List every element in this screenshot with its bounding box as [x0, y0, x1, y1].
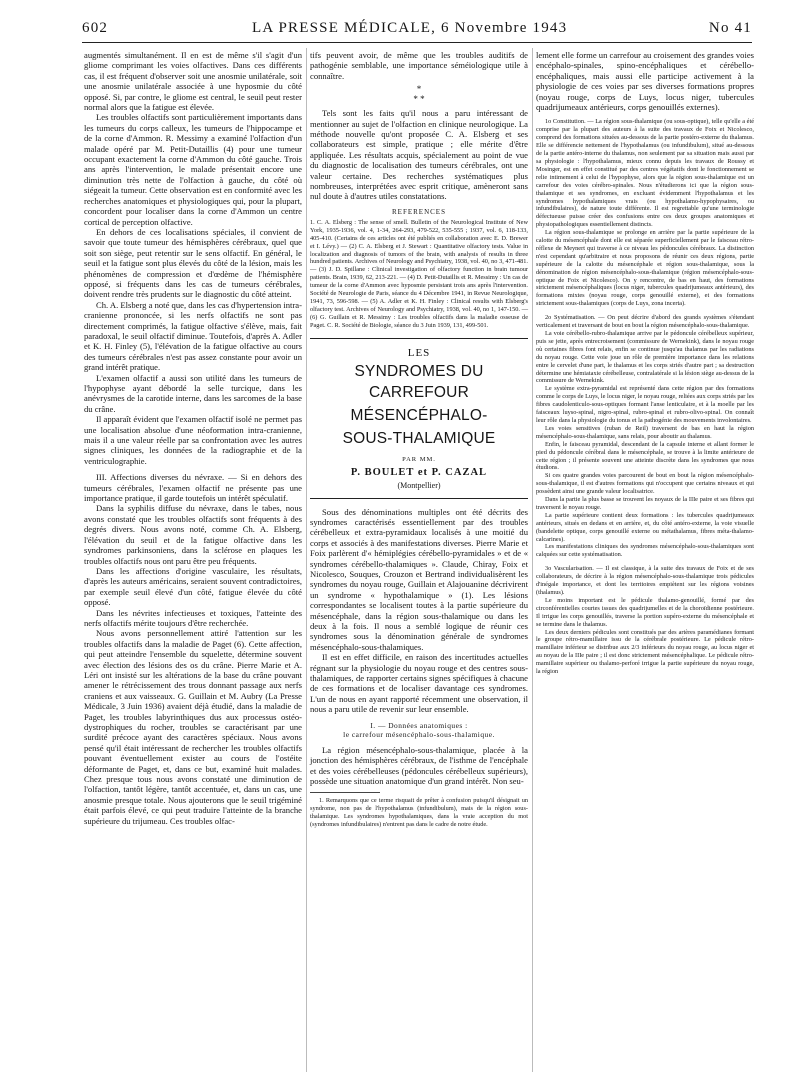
article-title-line: SOUS-THALAMIQUE — [342, 429, 496, 447]
section-break-stars: * * * — [413, 84, 425, 105]
paragraph-small: Le système extra-pyramidal est représenté dans cette région par des formations comme le corps de Luys, le locus niger, le noyau rouge, reliées aux corps striés par les fibres caudolenticulo-sous-optiques formant l'anse lenticulaire, et à la moelle par les faisceaux luyso-spinal, nigro-spinal, rubro-spinal et rubro-olivo-spinal. On connaît leur rôle dans la physiologie du tonus et la pathogénie des mouvements involontaires. — [536, 385, 754, 424]
paragraph: La région mésencéphalo-sous-thalamique, placée à la jonction des hémisphères cérébraux, de l'isthme de l'encéphale et des voies cérébelleuses (pédoncules cérébelleux supérieurs), possède une situation anatomique d'un grand intérêt. Non seu- — [310, 744, 528, 786]
page-number: 602 — [82, 20, 109, 36]
paragraph: lement elle forme un carrefour au croisement des grandes voies encéphalo-spinales, spino-encéphaliques et cérébello-encéphaliques, mais aussi elle participe activement à la physiologie de ces voies par ses diverses formations propres (noyau rouge, corps de Luys, locus niger, tubercules quadrijumeaux antérieurs, corps genouillés externes). — [536, 50, 754, 113]
paragraph: augmentés simultanément. Il en est de même s'il s'agit d'un gliome comprimant les voies olfactives. Dans ces différents cas, il est fréquent d'observer soit une anosmie unilatérale, soit une anosmie unilatérale associée à une hyposmie du côté opposé. Si, par contre, le gliome est central, le seuil peut rester normal alors que la fatigue est élevée. — [84, 50, 302, 113]
paragraph-small: 1o Constitution. — La région sous-thalamique (ou sous-optique), telle qu'elle a été comprise par la plupart des auteurs à la suite des travaux de Foix et Nicolesco, comprend des formations situées au-dessous de la partie postéro-externe du thalamus. Elle se différencie nettement de l'hypothalamus (ou infundibulum), situé au-dessous de la partie antéro-interne du thalamus, non seulement par sa situation mais aussi par sa physiologie : l'hypothalamus, mieux connu depuis les travaux de Roussy et Mosinger, est en effet constitué par des centres végétatifs dont le fonctionnement se relie intimement à celui de l'hypophyse, alors que la région sous-thalamique est un carrefour des voies cérébro-spinales. Nous n'étudierons ici que la région sous-thalamique et ses syndromes, en excluant évidemment l'hypothalamus et les syndromes hypothalamiques vrais (ou hypothalamo-hypophysaires, ou infundibulaires), de nature toute différente. Il est regrettable qu'une terminologie défectueuse puisse créer des confusions entre ces deux groupes anatomiques et physiopathologiques essentiellement distincts. — [536, 118, 754, 229]
paragraph: Nous avons personnellement attiré l'attention sur les troubles olfactifs dans la maladie de Paget (6). Cette affection, qui peut atteindre l'ensemble du squelette, détermine souvent avec élection des lésions des os du crâne. Pierre Marie et A. Léri ont insisté sur les altérations de la base du crâne pouvant amener le rétrécissement des trous donnant passage aux nerfs craniens et aux vaisseaux. G. Guillain et M. Aubry (La Presse Médicale, 3 Juin 1936) avaient déjà étudié, dans la maladie de Paget, les troubles labyrinthiques dus aux processus ostéo-dystrophiques du rocher, troubles se caractérisant par une surdité précoce ayant des caractères spéciaux. Nous avons pensé qu'il était intéressant de rechercher les troubles olfactifs pouvant éventuellement exister au cours de l'ostéite déformante de Paget, et, dans ce but, examiné huit malades. Chez presque tous nous avons constaté une diminution de l'olfaction, tantôt légère, tantôt accentuée, et, dans un cas, une anosmie presque totale. Nous ajouterons que le seuil trigéminé était parfois élevé, ce qui peut traduire l'atteinte de la branche supérieure du trijumeau. Ces troubles olfac- — [84, 628, 302, 826]
paragraph: Il est en effet difficile, en raison des incertitudes actuelles régnant sur la physiologie du noyau rouge et des centres sous-thalamiques, de rapporter certains signes spécifiques à chacune de ces formations et de localiser davantage ces syndromes. L'un de nous en ayant rapporté récemment une observation, il nous a paru utile de revenir sur leur ensemble. — [310, 652, 528, 715]
article-title-prefix: LES — [407, 346, 431, 359]
column-divider — [306, 48, 307, 1072]
paragraph-small: 2o Systématisation. — On peut décrire d'abord des grands systèmes s'étendant verticalement et traversant de bout en bout la région mésencéphalo-sous-thalamique. — [536, 314, 754, 330]
paragraph-small: Si ces quatre grandes voies parcourent de bout en bout la région mésencéphalo-sous-thalamique, il est d'autres formations qui n'occupent que certains niveaux et qui possèdent ainsi une grande valeur localisatrice. — [536, 472, 754, 496]
paragraph-small: 3o Vascularisation. — Il est classique, à la suite des travaux de Foix et de ses collaborateurs, de décrire à la région mésencéphalo-sous-thalamique trois pédicules d'inégale importance, et dont les territoires empiètent sur les régions voisines (thalamus). — [536, 565, 754, 596]
paragraph: Tels sont les faits qu'il nous a paru intéressant de mentionner au sujet de l'olfaction en clinique neurologique. La méthode nouvelle qu'ont proposée C. A. Elsberg et ses collaborateurs est simple, pratique ; elle mérite d'être appliquée. Les résultats acquis, spécialement au point de vue du diagnostic de localisation des tumeurs cérébrales, ont une valeur certaine. Des recherches systématiques plus nombreuses, interprétées avec esprit critique, amèneront sans nul doute à d'autres utiles constatations. — [310, 108, 528, 202]
header-rule — [82, 42, 752, 43]
footnote-rule — [310, 792, 380, 793]
journal-title-date: LA PRESSE MÉDICALE, 6 Novembre 1943 — [252, 20, 568, 36]
column-divider — [532, 48, 533, 1072]
article-title-block — [310, 338, 528, 499]
paragraph-small: Les manifestations cliniques des syndromes mésencéphalo-sous-thalamiques sont calquées sur cette systématisation. — [536, 543, 754, 559]
issue-number: No 41 — [708, 20, 752, 36]
page-header — [82, 20, 752, 40]
paragraph-small: Enfin, le faisceau pyramidal, descendant de la capsule interne et allant former le pied du pédoncule cérébral dans le mésencéphale, se trouve à la limite antérieure de cette région ; il présente souvent une atteinte discrète dans les syndromes que nous étudions. — [536, 440, 754, 472]
paragraph-small: Le moins important est le pédicule thalamo-genouillé, formé par des circonférentielles courtes issues des quadrijumelles et de la choroïdienne postérieure. Il irrigue les corps genouillés, traverse la portion supéro-externe du mésencéphale et se termine dans le thalamus. — [536, 596, 754, 628]
references-list: 1. C. A. Elsberg : The sense of smell. Bulletin of the Neurological Institute of New York, 1935-1936, vol. 4, 1-34, 264-293, 479-522, 535-555 ; 1937, vol. 6, 118-133, 405-410. (Certains de ces articles ont été publiés en collaboration avec E. D. Brewer et I. Lévy.) — (2) C. A. Elsberg et J. Stewart : Quantitative olfactory tests. Value in localization and diagnosis of tumors of the brain, with analysis of results in three hundred patients. Archives of Neurology and Psychiatry, 1938, vol. 40, no 3, 471-481. — (3) J. D. Spillane : Clinical investigation of olfactory function in brain tumour patients. Brain, 1939, 62, 213-221. — (4) D. Petit-Dutaillis et R. Messimy : Un cas de tumeur de la corne d'Ammon avec hyposmie persistant trois ans après l'intervention. Société de Neurologie de Paris, séance du 4 Décembre 1941, in Revue Neurologique, 1941, 73, 596-598. — (5) A. Adler et K. H. Finley : Clinical results with Elsberg's olfactory test. Archives of Neurology and Psychiatry, 1938, vol. 40, no 1, 147-150. — (6) G. Guillain et R. Messimy : Les troubles olfactifs dans la maladie osseuse de Paget. C. R. Société de Biologie, séance du 3 Juin 1939, 131, 499-501. — [310, 218, 528, 329]
paragraph: L'examen olfactif a aussi son utilité dans les tumeurs de l'hypophyse ayant débordé la selle turcique, dans les anévrysmes de la carotide interne, dans les sarcomes de la base du crâne. — [84, 372, 302, 414]
paragraph: Ch. A. Elsberg a noté que, dans les cas d'hypertension intra-cranienne prononcée, si les nerfs olfactifs ne sont pas directement comprimés, la fatigue olfactive s'élève, mais, fait paradoxal, le seuil olfactif diminue. Toutefois, d'après A. Adler et K. H. Finley (5), l'élévation de la fatigue olfactive au cours des tumeurs cérébrales n'est pas assez constante pour avoir un grand intérêt pratique. — [84, 299, 302, 373]
paragraph: Les troubles olfactifs sont particulièrement importants dans les tumeurs du corps calleux, les tumeurs de l'hippocampe et de la corne d'Ammon. R. Messimy a examiné l'olfaction d'un malade opéré par M. Petit-Dutaillis (4) pour une tumeur occupant exactement la corne d'Ammon du côté gauche. Trois ans après l'intervention, le malade présentait encore une diminution très nette de l'olfaction à gauche, du côté où siégeait la tumeur. Cette observation est en conformité avec les recherches anatomiques et physiologiques qui, pour la plupart, concordent pour localiser dans la corne d'Ammon un centre cortical de perception olfactive. — [84, 112, 302, 227]
paragraph: Il apparaît évident que l'examen olfactif isolé ne permet pas une localisation absolue d'une néoformation intra-cranienne, mais il a une valeur réelle par sa confrontation avec les autres signes cliniques, les données de la radiographie et de la ventriculographie. — [84, 414, 302, 466]
column-right — [536, 50, 754, 676]
section-heading: I. — Données anatomiques : le carrefour mésencéphalo-sous-thalamique. — [343, 720, 495, 740]
article-title-line: SYNDROMES DU CARREFOUR — [354, 362, 484, 401]
paragraph: Sous des dénominations multiples ont été décrits des syndromes caractérisés essentiellement par des troubles cérébelleux et extra-pyramidaux localisés à une moitié du corps et associés à des manifestations diverses. Pierre Marie et Foix parlèrent d'« hémiplégies cérébello-pyramidales » et de « syndromes cérébello-thalamiques ». Claude, Chiray, Foix et Nicolesco, Souques, Crouzon et Bertrand individualisèrent les syndromes du noyau rouge, Guillain et Alajouanine décrivirent un syndrome « hypothalamique » (1). Les lésions correspondantes se localisent toutes à la partie supérieure du mésencéphale, dans la région sous-thalamique ou dans les deux à la fois. Il nous a semblé logique de réunir ces syndromes sous la dénomination générale de syndromes mésencéphalo-sous-thalamiques. — [310, 506, 528, 652]
column-left — [84, 50, 302, 826]
paragraph-small: Les voies sensitives (ruban de Reil) traversent de bas en haut la région mésencéphalo-sous-thalamique, sans relais, pour aboutir au thalamus. — [536, 424, 754, 440]
column-middle — [310, 50, 528, 829]
references-heading: REFERENCES — [392, 207, 446, 216]
paragraph-small: Les deux derniers pédicules sont constitués par des artères paramédianes formant le groupe rétro-mamillaire issu de la cérébrale postérieure. Le pédicule rétro-mamillaire inférieur se distribue aux 2/3 inférieurs du noyau rouge, au locus niger et au noyau de la IIIe paire ; il est donc strictement mésencéphalique. Le pédicule rétro-mamillaire supérieur ou thalamo-perforé irrigue la partie supérieure du noyau rouge, la région — [536, 628, 754, 676]
paragraph-small: Dans la partie la plus basse se trouvent les noyaux de la IIIe paire et ses fibres qui traversent le noyau rouge. — [536, 496, 754, 511]
section-paragraph: III. Affections diverses du névraxe. — Si en dehors des tumeurs cérébrales, l'examen olfactif ne présente pas une importance pratique, il garde toutefois un intérêt spéculatif. — [84, 472, 302, 504]
paragraph: Dans les névrites infectieuses et toxiques, l'atteinte des nerfs olfactifs mérite toujours d'être recherchée. — [84, 607, 302, 628]
paragraph-small: La région sous-thalamique se prolonge en arrière par la partie supérieure de la calotte du mésencéphale dont elle est séparée superficiellement par le faisceau rétro-réflexe de Meynert qui traverse à ce niveau les pédoncules cérébraux. La distinction n'est cependant qu'arbitraire et nous proposons de réunir ces deux régions, partie supérieure de la calotte du mésencéphale et région sous-thalamique, sous la dénomination de région mésencéphalo-sous-thalamique (région mésencéphalo-sous-optique de Foix et Nicolesco). On y rencontre, de bas en haut, des formations strictement mésencéphaliques (locus niger, tubercules quadrijumeaux antérieurs), des formations mixtes (noyau rouge, corps genouillé externe), et des formations strictement sous-thalamiques (corps de Luys, zona incerta). — [536, 229, 754, 308]
paragraph-small: La voie cérébello-rubro-thalamique arrive par le pédoncule cérébelleux supérieur, puis se jette, après entrecroisement (commissure de Wernekink), dans le noyau rouge où certaines fibres font relais, enfin se continue jusqu'au thalamus par les radiations du noyau rouge. Cette voie joue un rôle de première importance dans les relations entre le cervelet d'une part, le thalamus et les corps striés d'autre part ; sa destruction détermine une hémiataxie cérébelleuse, contralatérale si la lésion siège au-dessus de la commissure de Wernekink. — [536, 330, 754, 385]
article-authors: P. BOULET et P. CAZAL — [350, 466, 488, 478]
paragraph: En dehors de ces localisations spéciales, il convient de savoir que toute tumeur des hémisphères cérébraux, quel que soit son siège, peut retentir sur le sens olfactif. En général, le seuil et la fatigue sont plus élevés du côté de la lésion, mais les phénomènes de compression et d'œdème de l'hémisphère opposé, si fréquents dans les cas de tumeurs cérébrales, doivent rendre très prudents sur le diagnostic du côté atteint. — [84, 226, 302, 300]
paragraph: Dans les affections d'origine vasculaire, les résultats, d'après les auteurs américains, seraient souvent contradictoires, par exemple seuil élevé d'un côté, fatigue élevée du côté opposé. — [84, 565, 302, 608]
article-title-line: MÉSENCÉPHALO- — [350, 406, 488, 424]
paragraph: tifs peuvent avoir, de même que les troubles auditifs de pathogénie semblable, une importance séméiologique utile à connaître. — [310, 50, 528, 81]
author-affiliation: (Montpellier) — [397, 480, 441, 490]
footnote: 1. Remarquons que ce terme risquait de prêter à confusion puisqu'il désignait un syndrome, non pas de l'hypothalamus (infundibulum), mais de la région sous-thalamique. Les syndromes hypothalamiques, dans la vraie acception du mot (syndromes infundibulaires) n'entrent pas dans le cadre de notre étude. — [310, 797, 528, 829]
paragraph-small: La partie supérieure contient deux formations : les tubercules quadrijumeaux antérieurs, situés en dedans et en arrière, et, du côté antéro-externe, la voie visuelle (bandelette optique, corps genouillé externe ou métathalamus, fibres méta-thalamo-calcarines). — [536, 511, 754, 543]
byline-prefix: PAR MM. — [402, 455, 436, 463]
paragraph: Dans la syphilis diffuse du névraxe, dans le tabes, nous avons constaté que les troubles olfactifs sont fréquents à des degrés divers. Nous avons noté, comme Ch. A. Elsberg, l'élévation du seuil et de la fatigue olfactive dans les syndromes parkinsoniens, dans la sclérose en plaques les troubles olfactifs nous ont paru être peu fréquents. — [84, 503, 302, 566]
